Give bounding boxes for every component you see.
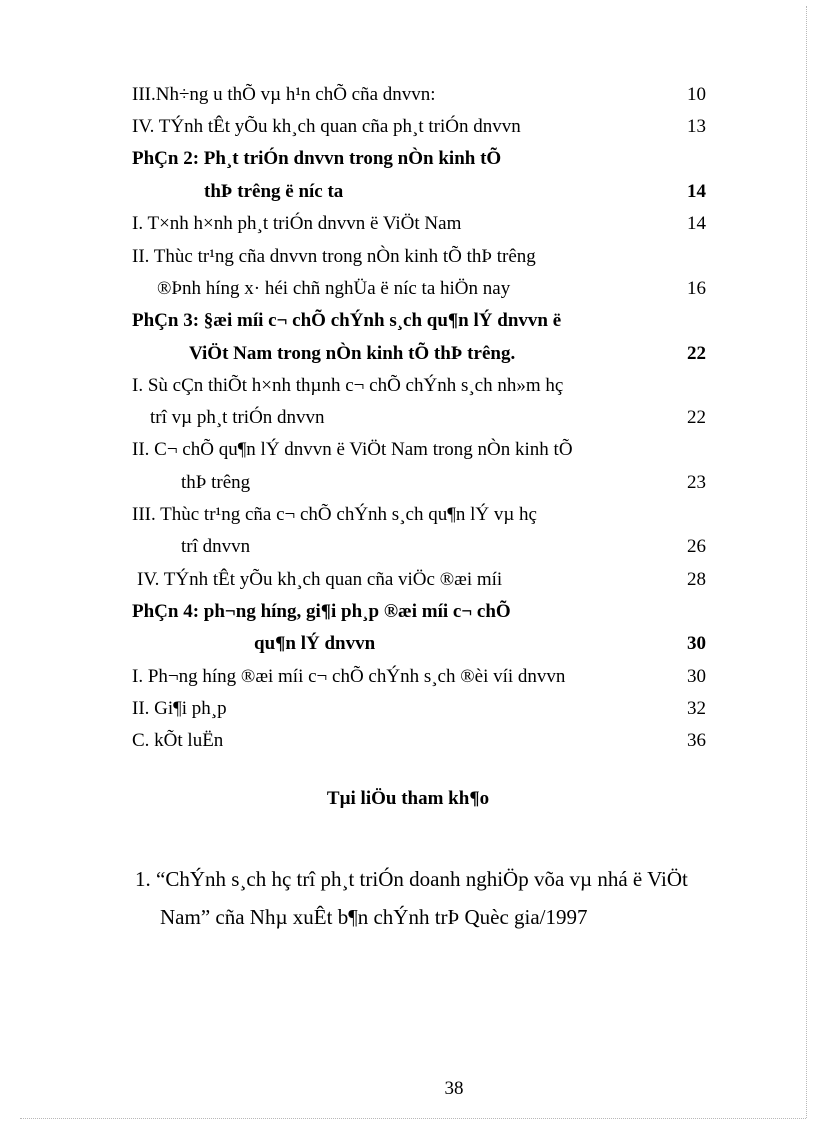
toc-section-heading: [0, 597, 816, 627]
toc-line-text: I. T×nh h×nh ph¸t triÓn dnvvn ë ViÖt Nam: [132, 213, 462, 234]
toc-line-text: thÞ trêng ë níc ta: [204, 181, 344, 202]
toc-line-text: trî dnvvn: [181, 536, 251, 557]
toc-line: [0, 403, 816, 433]
toc-line: [0, 500, 816, 530]
toc-line-text: III.Nh÷ng u thÕ vµ h¹n chÕ cña dnvvn:: [132, 84, 436, 105]
toc-section-heading: [0, 177, 816, 207]
toc-line-text: qu¶n lÝ dnvvn: [254, 633, 376, 654]
toc-line: [0, 726, 816, 756]
toc-line-text: II. Thùc tr¹ng cña dnvvn trong nÒn kinh tÕ thÞ trêng: [132, 246, 536, 267]
toc-line: [0, 468, 816, 498]
toc-section-heading: [0, 144, 816, 174]
toc-line-page: 13: [687, 116, 706, 137]
toc-line: [0, 371, 816, 401]
toc-line-text: IV. TÝnh tÊt yÕu kh¸ch quan cña ph¸t triÓn dnvvn: [132, 116, 521, 137]
toc-line-page: 14: [687, 213, 706, 234]
toc-line: [0, 435, 816, 465]
toc-line-page: 30: [687, 666, 706, 687]
toc-line-page: 22: [687, 343, 706, 364]
toc-line-page: 22: [687, 407, 706, 428]
toc-line-text: PhÇn 4: ph¬ng híng, gi¶i ph¸p ®æi míi c¬ chÕ: [132, 601, 511, 622]
toc-line: [0, 662, 816, 692]
toc-line-page: 10: [687, 84, 706, 105]
toc-line-page: 36: [687, 730, 706, 751]
toc-line-text: ®Þnh híng x· héi chñ nghÜa ë níc ta hiÖn nay: [157, 278, 511, 299]
toc-line: [0, 80, 816, 110]
toc-section-heading: [0, 629, 816, 659]
toc-line-page: 14: [687, 181, 706, 202]
toc-line-text: PhÇn 2: Ph¸t triÓn dnvvn trong nÒn kinh tÕ: [132, 148, 502, 169]
toc-line-text: III. Thùc tr¹ng cña c¬ chÕ chÝnh s¸ch qu¶n lÝ vµ hç: [132, 504, 537, 525]
reference-item-line: 1. “ChÝnh s¸ch hç trî ph¸t triÓn doanh nghiÖp võa vµ nhá ë ViÖt: [135, 867, 688, 891]
toc-line-text: thÞ trêng: [181, 472, 251, 493]
toc-line-text: trî vµ ph¸t triÓn dnvvn: [150, 407, 325, 428]
toc-line-text: ViÖt Nam trong nÒn kinh tÕ thÞ trêng.: [189, 343, 516, 364]
toc-line-text: II. C¬ chÕ qu¶n lÝ dnvvn ë ViÖt Nam trong nÒn kinh tÕ: [132, 439, 573, 460]
toc-line-text: II. Gi¶i ph¸p: [132, 698, 227, 719]
toc-line-page: 16: [687, 278, 706, 299]
toc-line-text: PhÇn 3: §æi míi c¬ chÕ chÝnh s¸ch qu¶n lÝ dnvvn ë: [132, 310, 562, 331]
references-title: Tµi liÖu tham kh¶o: [326, 788, 490, 809]
toc-line-text: C. kÕt luËn: [132, 730, 224, 751]
toc-section-heading: [0, 339, 816, 369]
toc-line: [0, 532, 816, 562]
toc-section-heading: [0, 306, 816, 336]
toc-line: [0, 112, 816, 142]
page-number: 38: [444, 1078, 464, 1099]
toc-line-page: 28: [687, 569, 706, 590]
reference-item-line: Nam” cña Nhµ xuÊt b¶n chÝnh trÞ Quèc gia/1997: [160, 905, 588, 929]
toc-line-page: 32: [687, 698, 706, 719]
toc-line: [0, 274, 816, 304]
toc-line-text: I. Ph¬ng híng ®æi míi c¬ chÕ chÝnh s¸ch ®èi víi dnvvn: [132, 666, 566, 687]
toc-line: [0, 209, 816, 239]
toc-line-page: 26: [687, 536, 706, 557]
toc-line-text: I. Sù cÇn thiÕt h×nh thµnh c¬ chÕ chÝnh s¸ch nh»m hç: [132, 375, 564, 396]
toc-line: [0, 242, 816, 272]
toc-line-text: IV. TÝnh tÊt yÕu kh¸ch quan cña viÖc ®æi míi: [137, 569, 503, 590]
page-border-bottom: [20, 1118, 806, 1119]
toc-line-page: 30: [687, 633, 706, 654]
toc-line: [0, 565, 816, 595]
toc-line: [0, 694, 816, 724]
toc-line-page: 23: [687, 472, 706, 493]
